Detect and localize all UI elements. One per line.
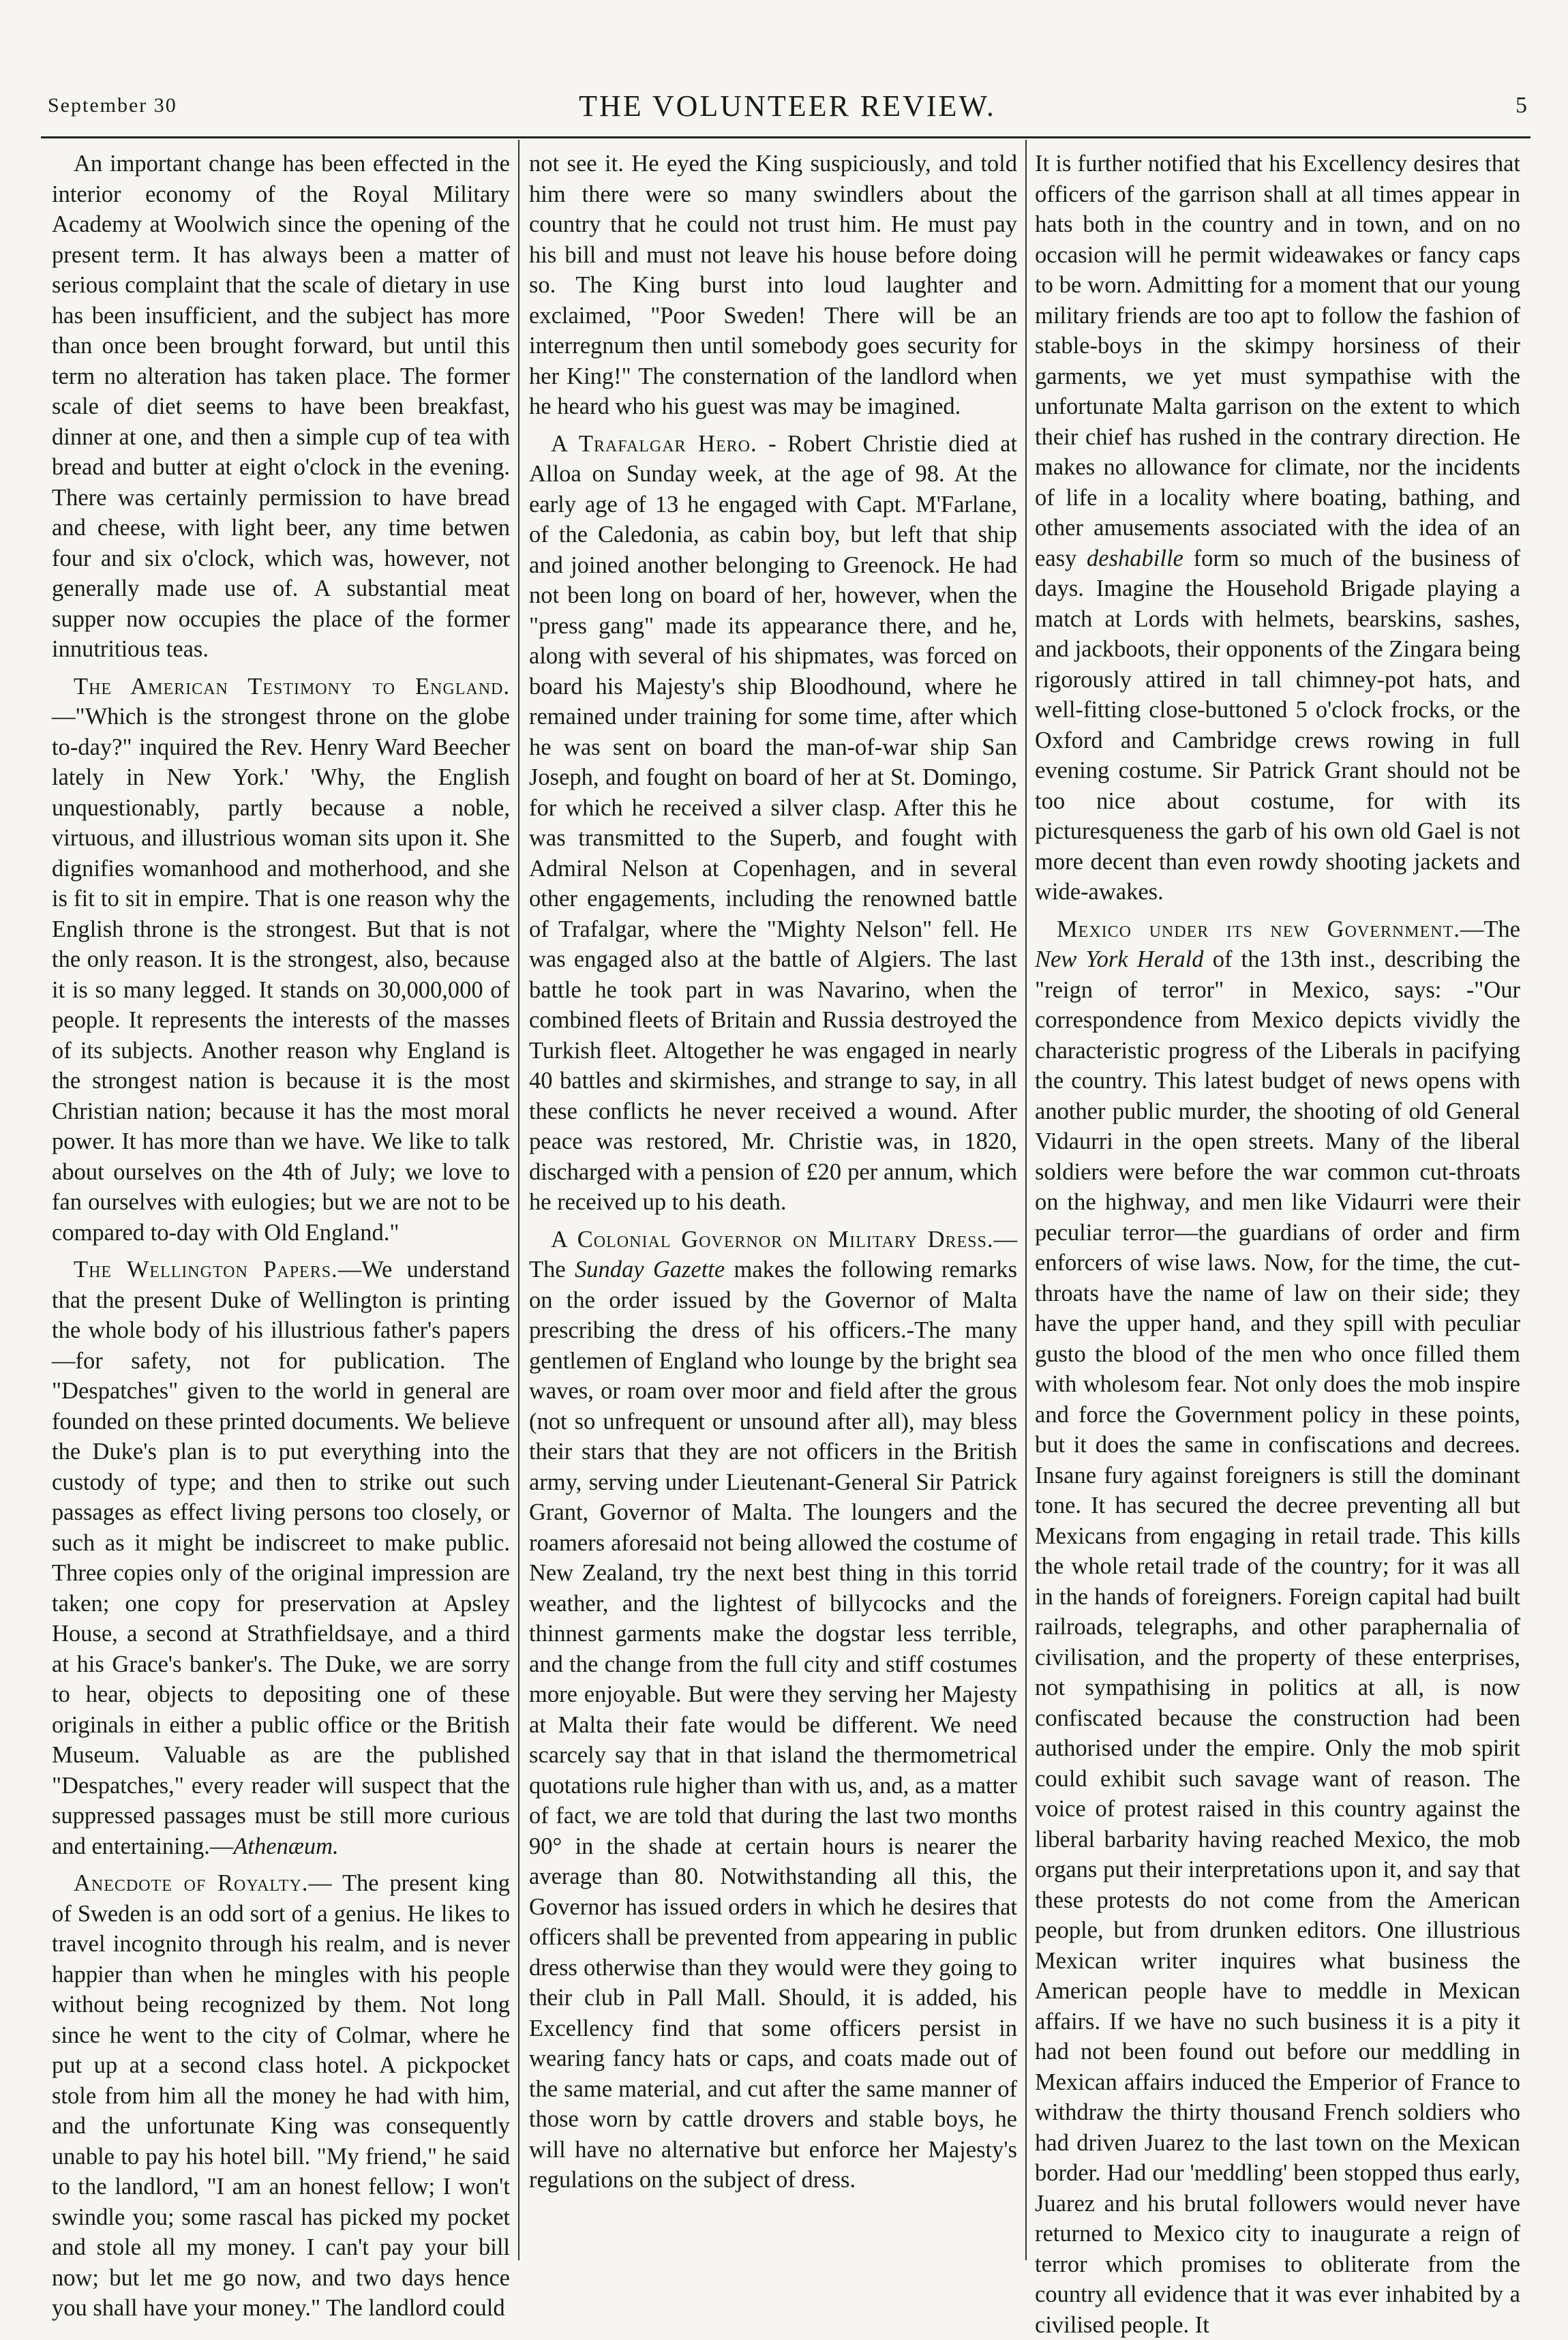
source-credit: Athenæum. bbox=[233, 1833, 338, 1859]
article-heading: A Colonial Governor on Military Dress. bbox=[551, 1227, 994, 1252]
article-heading: The Wellington Papers. bbox=[74, 1257, 338, 1282]
header-rule bbox=[41, 136, 1531, 138]
article-american-testimony: The American Testimony to England.—"Which is the strongest throne on the globe to-day?" inquired the Rev. Henry Ward Beecher lately in New York.' 'Why, the English unquestionably, partly because a noble, virtuous, and illustrious woman sits upon it. She dignifies womanhood and motherhood, and she is fit to sit in empire. That is one reason why the English throne is the strongest. But that is not the only reason. It is the strongest, also, because it is so many legged. It stands on 30,000,000 of people. It represents the interests of the masses of its subjects. Another reason why England is the strongest nation is because it is the most Christian nation; because it has the most moral power. It has more than we have. We like to talk about ourselves on the 4th of July; we love to fan ourselves with eulogies; but we are not to be compared to-day with Old England." bbox=[52, 672, 510, 1248]
page-number: 5 bbox=[1516, 93, 1527, 119]
column-1 bbox=[52, 149, 510, 2249]
article-wellington-papers: The Wellington Papers.—We understand that the present Duke of Wellington is printing the whole body of his illustrious father's papers—for safety, not for publication. The "Despatches" given to the world in general are founded on these printed documents. We believe the Duke's plan is to put everything into the custody of type; and then to strike out such passages as effect living persons too closely, or such as it might be indiscreet to make public. Three copies only of the original impression are taken; one copy for preservation at Apsley House, a second at Strathfieldsaye, and a third at his Grace's banker's. The Duke, we are sorry to hear, objects to depositing one of these originals in either a public office or the British Museum. Valuable as are the published "Despatches," every reader will suspect that the suppressed passages must be still more curious and entertaining.—Athenæum. bbox=[52, 1255, 510, 1861]
newspaper-name: Sunday Gazette bbox=[575, 1257, 725, 1282]
article-military-academy: An important change has been effected in the interior economy of the Royal Military Academy at Woolwich since the opening of the present term. It has always been a matter of serious complaint that the scale of dietary in use has been insufficient, and the subject has more than once been brought forward, but until this term no alteration has taken place. The former scale of diet seems to have been breakfast, dinner at one, and then a simple cup of tea with bread and butter at eight o'clock in the evening. There was certainly permission to have bread and cheese, with light beer, any time betwen four and six o'clock, which was, however, not generally made use of. A substantial meat supper now occupies the place of the former innutritious teas. bbox=[52, 149, 510, 665]
newspaper-title: THE VOLUNTEER REVIEW. bbox=[48, 89, 1527, 123]
newspaper-name: New York Herald bbox=[1035, 946, 1204, 972]
column-divider bbox=[518, 140, 519, 2260]
issue-date: September 30 bbox=[48, 94, 177, 117]
article-heading: Anecdote of Royalty. bbox=[74, 1870, 308, 1896]
article-colonial-governor-continued: It is further notified that his Excellency desires that officers of the garrison shall at all times appear in hats both in the country and in town, and on no occasion will he permit wideawakes or fancy caps to be worn. Admitting for a moment that our young military friends are too apt to follow the fashion of stable-boys in the skimpy horsiness of their garments, we yet must sympathise with the unfortunate Malta garrison on the extent to which their chief has rushed in the contrary direction. He makes no allowance for climate, nor the incidents of life in a locality where boating, bathing, and other amusements associated with the idea of an easy deshabille form so much of the business of days. Imagine the Household Brigade playing a match at Lords with helmets, bearskins, sashes, and jackboots, their opponents of the Zingara being rigorously attired in tall chimney-pot hats, and well-fitting close-buttoned 5 o'clock frocks, or the Oxford and Cambridge crews rowing in full evening costume. Sir Patrick Grant should not be too nice about costume, for with its picturesqueness the garb of his own old Gael is not more decent than even rowdy shooting jackets and wide-awakes. bbox=[1035, 149, 1520, 907]
column-2 bbox=[529, 149, 1017, 2249]
article-heading: A Trafalgar Hero. bbox=[551, 431, 757, 457]
column-divider bbox=[1025, 140, 1027, 2260]
column-3 bbox=[1035, 149, 1520, 2249]
article-anecdote-royalty: Anecdote of Royalty.— The present king of Sweden is an odd sort of a genius. He likes to travel incognito through his realm, and is never happier than when he mingles with his people without being recognized by them. Not long since he went to the city of Colmar, where he put up at a second class hotel. A pickpocket stole from him all the money he had with him, and the unfortunate King was consequently unable to pay his hotel bill. "My friend," he said to the landlord, "I am an honest fellow; I won't swindle you; some rascal has picked my pocket and stole all my money. I can't pay your bill now; but let me go now, and two days hence you shall have your money." The landlord could bbox=[52, 1868, 510, 2324]
article-trafalgar-hero: A Trafalgar Hero. - Robert Christie died at Alloa on Sunday week, at the age of 98. At the early age of 13 he engaged with Capt. M'Farlane, of the Caledonia, as cabin boy, but left that ship and joined another belonging to Greenock. He had not been long on board of her, however, when the "press gang" made its appearance there, and he, along with several of his shipmates, was forced on board his Majesty's ship Bloodhound, where he remained under training for some time, after which he was sent on board the man-of-war ship San Joseph, and fought on board of her at St. Domingo, for which he received a silver clasp. After this he was transmitted to the Superb, and fought with Admiral Nelson at Copenhagen, and in several other engagements, including the renowned battle of Trafalgar, where the "Mighty Nelson" fell. He was engaged also at the battle of Algiers. The last battle he took part in was Navarino, when the combined fleets of Britain and Russia destroyed the Turkish fleet. Altogether he was engaged in nearly 40 battles and skirmishes, and strange to say, in all these conflicts he never received a wound. After peace was restored, Mr. Christie was, in 1820, discharged with a pension of £20 per annum, which he received up to his death. bbox=[529, 429, 1017, 1218]
masthead bbox=[48, 89, 1527, 130]
article-anecdote-continued: not see it. He eyed the King suspiciously, and told him there were so many swindlers about the country that he could not trust him. He must pay his bill and must not leave his house before doing so. The King burst into loud laughter and exclaimed, "Poor Sweden! There will be an interregnum then until somebody goes security for her King!" The consternation of the landlord when he heard who his guest was may be imagined. bbox=[529, 149, 1017, 422]
article-heading: Mexico under its new Government. bbox=[1057, 916, 1460, 942]
article-heading: The American Testimony to England. bbox=[74, 674, 510, 700]
article-colonial-governor: A Colonial Governor on Military Dress.—The Sunday Gazette makes the following remarks on the order issued by the Governor of Malta prescribing the dress of his officers.-The many gentlemen of England who lounge by the bright sea waves, or roam over moor and field after the grous (not so unfrequent or unsound after all), may bless their stars that they are not officers in the British army, serving under Lieutenant-General Sir Patrick Grant, Governor of Malta. The loungers and the roamers aforesaid not being allowed the costume of New Zealand, try the next best thing in this torrid weather, and the lightest of billycocks and the thinnest garments make the dogstar less terrible, and the change from the full city and stiff costumes more enjoyable. But were they serving her Majesty at Malta their fate would be different. We need scarcely say that in that island the thermometrical quotations rule higher than with us, and, as a matter of fact, we are told that during the last two months 90° in the shade at certain hours is nearer the average than 80. Notwithstanding all this, the Governor has issued orders in which he desires that officers shall be prevented from appearing in public dress otherwise than they would were they going to their club in Pall Mall. Should, it is added, his Excellency find that some officers persist in wearing fancy hats or caps, and coats made out of the same material, and cut after the same manner of those worn by cattle drovers and stable boys, he will have no alternative but enforce her Majesty's regulations on the subject of dress. bbox=[529, 1225, 1017, 2195]
article-mexico-government: Mexico under its new Government.—The New York Herald of the 13th inst., describing the "reign of terror" in Mexico, says: -"Our correspondence from Mexico depicts vividly the characteristic progress of the Liberals in pacifying the country. This latest budget of news opens with another public murder, the shooting of old General Vidaurri in the open streets. Many of the liberal soldiers were before the war common cut-throats on the highway, and men like Vidaurri were their peculiar terror—the guardians of order and firm enforcers of wise laws. Now, for the time, the cut-throats have the name of law on their side; they have the upper hand, and they spill with peculiar gusto the blood of the men who once filled them with wholesom fear. Not only does the mob inspire and force the Government policy in these points, but it does the same in confiscations and decrees. Insane fury against foreigners is still the dominant tone. It has secured the decree preventing all but Mexicans from engaging in retail trade. This kills the whole retail trade of the country; for it was all in the hands of foreigners. Foreign capital had built railroads, telegraphs, and other paraphernalia of civilisation, and the property of these enterprises, not sympathising in politics at all, is now confiscated because the construction had been authorised under the empire. Only the mob spirit could exhibit such savage want of reason. The voice of protest raised in this country against the liberal barbarity having reached Mexico, the mob organs put their interpretations upon it, and say that these protests do not come from the American people, but from drunken editors. One illustrious Mexican writer inquires what business the American people have to meddle in Mexican affairs. If we have no such business it is a pity it had not been found out before our meddling in Mexican affairs induced the Emperior of France to withdraw the thirty thousand French soldiers who had driven Juarez to the last town on the Mexican border. Had our 'meddling' been stopped thus early, Juarez and his brutal followers would never have returned to Mexico city to inaugurate a reign of terror which promises to obliterate from the country all evidence that it was ever inhabited by a civilised people. It bbox=[1035, 914, 1520, 2340]
